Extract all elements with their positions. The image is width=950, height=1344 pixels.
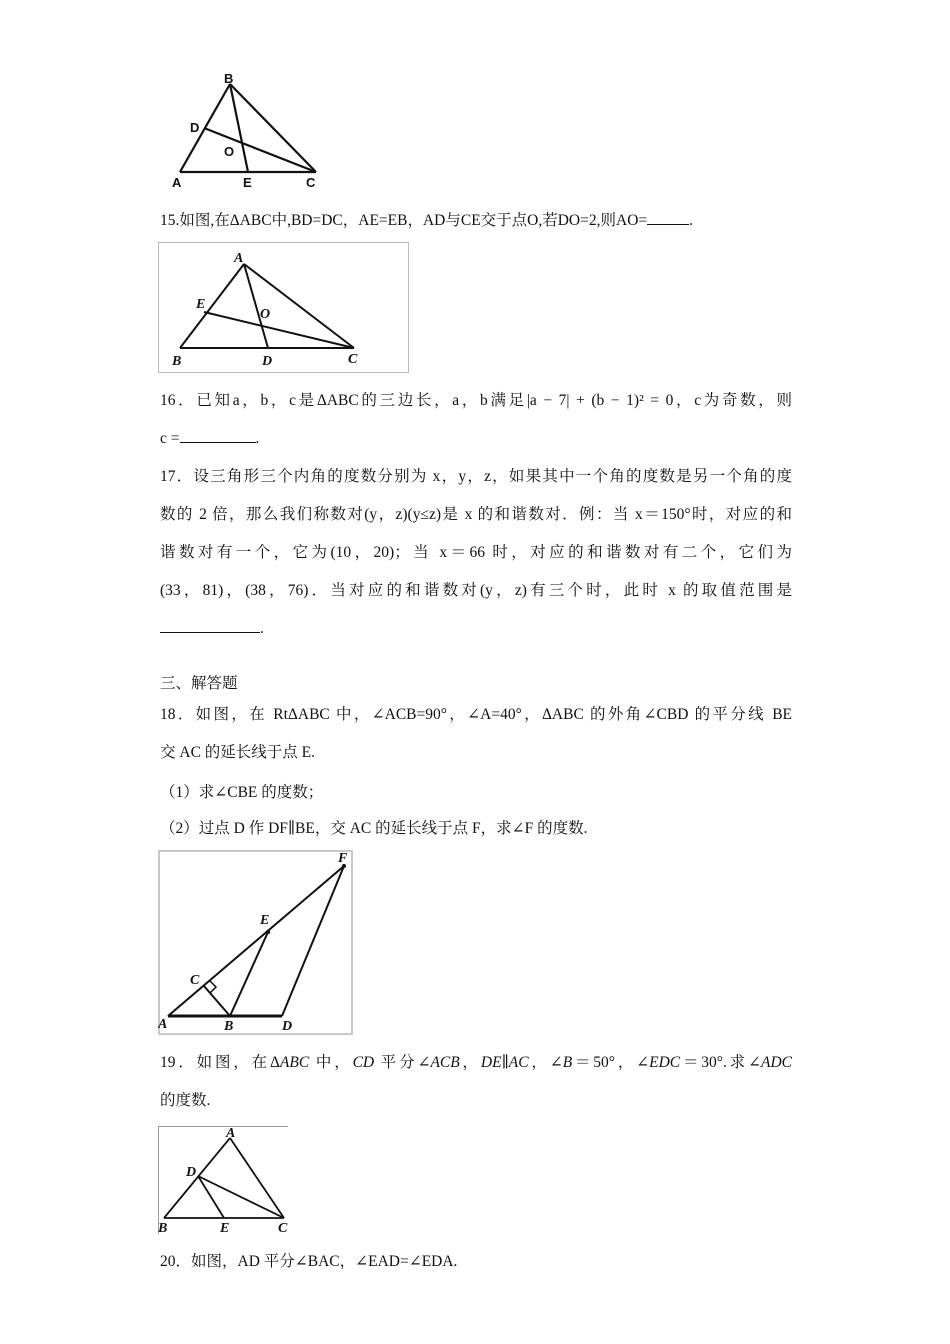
label-b: B (158, 1221, 168, 1236)
segment-ab (180, 264, 244, 348)
label-d: D (282, 1019, 293, 1034)
segment-be (230, 932, 268, 1016)
question-18 (160, 696, 792, 772)
right-angle-mark (210, 981, 216, 993)
figure-14-triangle (168, 70, 328, 194)
q18-line-2: 交 AC 的延长线于点 E. (160, 744, 316, 761)
label-e: E (220, 1221, 230, 1236)
label-e: E (196, 297, 206, 312)
question-19 (160, 1044, 792, 1120)
label-b: B (172, 354, 182, 369)
segment-df (282, 866, 344, 1016)
label-f: F (338, 851, 348, 866)
q15-text: .如图,在ΔABC中,BD=DC，AE=EB，AD与CE交于点O,若DO=2,则AO= (175, 212, 648, 229)
segment-ad (244, 264, 271, 348)
label-e: E (243, 175, 252, 190)
label-o: O (260, 307, 271, 322)
q18-line-1: 18．如图，在 RtΔABC 中，∠ACB=90°，∠A=40°，ΔABC 的外角∠CBD 的平分线 BE (160, 706, 792, 723)
label-o: O (224, 144, 235, 159)
label-d: D (262, 354, 273, 369)
q16-line-2: c = . (160, 430, 260, 447)
label-a: A (226, 1126, 236, 1141)
label-d: D (190, 120, 200, 135)
label-b: B (224, 71, 234, 86)
q15-number: 15 (160, 212, 176, 229)
question-20: 20．如图，AD 平分∠BAC，∠EAD=∠EDA. (160, 1253, 458, 1270)
segment-ac (230, 1138, 284, 1218)
q17-line-1: 17．设三角形三个内角的度数分别为 x，y，z，如果其中一个角的度数是另一个角的度 (160, 468, 792, 485)
question-16 (160, 382, 792, 458)
q17-line-3: 谐数对有一个，它为(10，20)；当 x＝66 时，对应的和谐数对有二个，它们为 (160, 544, 792, 561)
figure-15-triangle (158, 242, 410, 375)
label-c: C (278, 1221, 288, 1236)
label-b: B (224, 1019, 234, 1034)
label-d: D (186, 1165, 197, 1180)
question-15: 15.如图,在ΔABC中,BD=DC，AE=EB，AD与CE交于点O,若DO=2,则AO= . (160, 212, 693, 229)
label-a: A (234, 251, 244, 266)
q17-line-4: (33，81)，(38，76)．当对应的和谐数对(y，z)有三个时，此时 x 的取值范围是 (160, 582, 792, 599)
q17-line-2: 数的 2 倍，那么我们称数对(y，z)(y≤z)是 x 的和谐数对．例：当 x＝150°时，对应的和 (160, 506, 792, 523)
segment-ba (164, 1138, 230, 1218)
question-17 (160, 458, 792, 648)
q16-answer-blank (180, 428, 256, 443)
label-a: A (172, 175, 182, 190)
label-c: C (306, 175, 316, 190)
label-c: C (348, 352, 358, 367)
figure-18-triangle (158, 850, 354, 1036)
q19-line-1: 19．如图，在ΔABC 中，CD 平分∠ACB，DE∥AC，∠B＝50°，∠EDC＝30°.求∠ADC (160, 1054, 792, 1071)
q17-answer-blank (160, 618, 260, 633)
segment-dc (204, 128, 316, 172)
q18-subquestion-2: （2）过点 D 作 DF∥BE，交 AC 的延长线于点 F，求∠F 的度数. (160, 820, 588, 837)
q18-subquestion-1: （1）求∠CBE 的度数； (160, 784, 324, 801)
label-c: C (190, 973, 200, 988)
q19-line-2: 的度数. (160, 1092, 211, 1109)
section-3-title: 三、解答题 (160, 675, 238, 692)
segment-af (168, 866, 344, 1016)
label-a: A (158, 1017, 168, 1032)
segment-bc (230, 84, 316, 172)
label-e: E (260, 913, 270, 928)
segment-cb (204, 986, 230, 1016)
q17-line-5: . (160, 620, 264, 637)
figure-19-triangle (158, 1124, 290, 1236)
q15-answer-blank (647, 210, 689, 225)
q16-line-1: 16．已知a，b，c是ΔABC的三边长，a，b满足|a − 7| + (b − 1)² = 0，c为奇数，则 (160, 392, 792, 409)
